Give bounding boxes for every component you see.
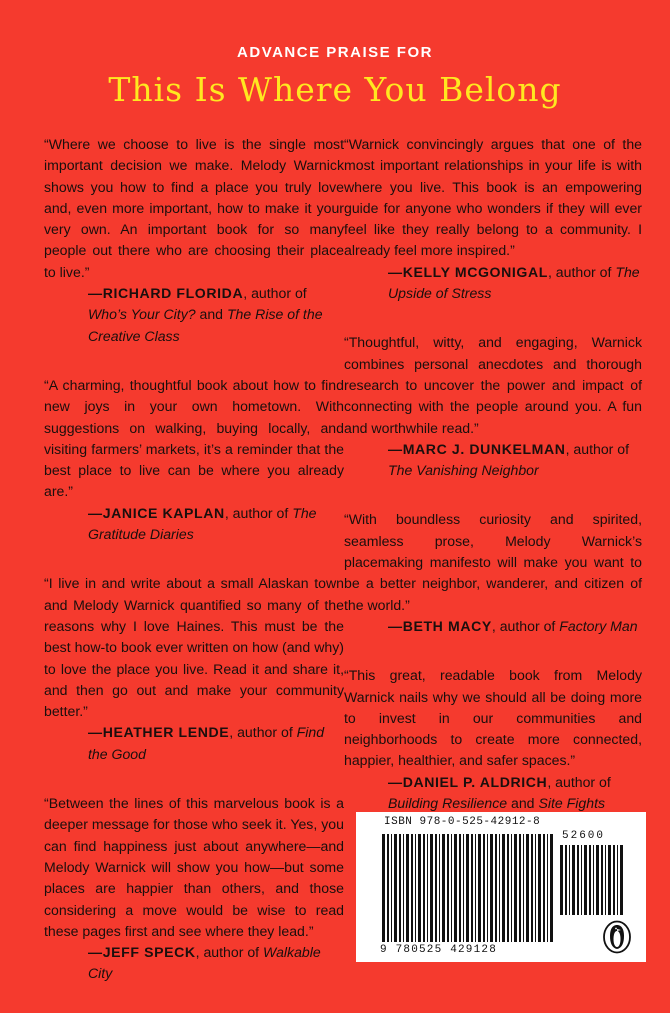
barcode-bar (435, 834, 437, 942)
barcode-bar (565, 845, 567, 915)
barcode-bar (391, 834, 392, 942)
barcode-bar (519, 834, 521, 942)
praise-attribution (344, 616, 642, 637)
barcode-bar (406, 834, 409, 942)
praise-attribution (44, 503, 344, 546)
barcode-panel (356, 812, 646, 962)
barcode-bar (572, 845, 575, 915)
barcode-bar (427, 834, 428, 942)
barcode-bar (511, 834, 512, 942)
praise-blurb (44, 573, 344, 765)
isbn-label: ISBN 978-0-525-42912-8 (384, 816, 541, 828)
barcode-bar (403, 834, 404, 942)
praise-work: Factory Man (559, 617, 638, 634)
barcode-bar (430, 834, 433, 942)
praise-quote: “Between the lines of this marvelous book is a deeper message for those who seek it. Yes, you can find happiness just about anywhere—and Melody Warnick will show you how—but some places are happier than others, and those considering a move would be wise to read these pages first and see where they lead.” (44, 795, 344, 939)
praise-blurb (344, 509, 642, 637)
praise-attribution (344, 772, 642, 815)
barcode-bar (442, 834, 445, 942)
barcode-bar (439, 834, 440, 942)
praise-quote: “With boundless curiosity and spirited, seamless prose, Melody Warnick’s placemaking manifesto will make you want to be a better neighbor, wanderer, and citizen of the world.” (344, 511, 642, 613)
barcode-bar (399, 834, 401, 942)
barcode-bar (382, 834, 385, 942)
praise-quote: “Warnick convincingly argues that one of the most important relationships in your life is with where you live. This book is an empowering guide for anyone who wonders if they will ever feel like they really belong to a community. I already feel more inspired.” (344, 136, 642, 259)
praise-role: , author of (547, 263, 616, 280)
barcode-bar (584, 845, 587, 915)
barcode-bar (423, 834, 425, 942)
praise-author: —MARC J. DUNKELMAN (388, 440, 566, 457)
barcode-bar (593, 845, 594, 915)
barcode-bar (581, 845, 582, 915)
praise-blurb (344, 332, 642, 481)
price-barcode (560, 845, 626, 915)
praise-author: —DANIEL P. ALDRICH (388, 773, 548, 790)
book-title: This Is Where You Belong (108, 70, 562, 109)
barcode-bar (617, 845, 618, 915)
barcode-bar (601, 845, 603, 915)
barcode-bar (560, 845, 563, 915)
left-praise-column (44, 134, 344, 1013)
barcode-bar (507, 834, 509, 942)
praise-quote: “Thoughtful, witty, and engaging, Warnick combines personal anecdotes and thorough research to uncover the power and impact of connecting with the people around you. A fun and worthwhile read.” (344, 334, 642, 436)
barcode-bar (620, 845, 623, 915)
barcode-bar (523, 834, 524, 942)
praise-work: Building Resilience (388, 795, 508, 812)
praise-author: —HEATHER LENDE (88, 724, 230, 741)
barcode-bar (495, 834, 497, 942)
barcode-bar (577, 845, 579, 915)
header-kicker: ADVANCE PRAISE FOR (237, 44, 433, 61)
barcode-bar (475, 834, 476, 942)
praise-author: —RICHARD FLORIDA (88, 285, 244, 302)
praise-role: , author of (195, 944, 264, 961)
barcode-bar (394, 834, 397, 942)
barcode-bar (471, 834, 473, 942)
praise-work: Walkable City (88, 944, 321, 982)
barcode-bar (605, 845, 606, 915)
praise-blurb (344, 665, 642, 814)
penguin-logo-icon (602, 920, 632, 954)
praise-role: , author of (224, 504, 293, 521)
praise-work: The Gratitude Diaries (88, 504, 317, 543)
praise-work: Who’s Your City? (88, 306, 196, 323)
praise-quote: “I live in and write about a small Alaskan town and Melody Warnick quantified so many of the reasons why I love Haines. This must be the best how-to book ever written on how (and why) to love the place you live. Read it and share it, and then go out and make your community better.” (44, 575, 344, 720)
barcode-bar (490, 834, 493, 942)
praise-role: , author of (491, 617, 560, 634)
praise-author: —JEFF SPECK (88, 944, 196, 961)
barcode-bar (514, 834, 517, 942)
barcode-bar (418, 834, 421, 942)
barcode-bar (531, 834, 533, 942)
barcode-bar (459, 834, 461, 942)
barcode-bar (447, 834, 449, 942)
praise-blurb (44, 134, 344, 347)
praise-author: —KELLY MCGONIGAL (388, 263, 548, 280)
barcode-bar (543, 834, 545, 942)
barcode-bar (483, 834, 485, 942)
praise-attribution (344, 439, 642, 482)
praise-work: The Vanishing Neighbor (388, 462, 539, 479)
isbn-barcode (382, 834, 554, 942)
praise-author: —JANICE KAPLAN (88, 504, 225, 521)
barcode-digits: 9 780525 429128 (380, 944, 498, 956)
praise-attribution (344, 262, 642, 305)
praise-role: , author of (565, 440, 630, 457)
praise-attribution (44, 722, 344, 765)
barcode-bar (478, 834, 481, 942)
barcode-bar (538, 834, 541, 942)
barcode-bar (550, 834, 553, 942)
barcode-bar (387, 834, 389, 942)
praise-blurb (44, 793, 344, 985)
praise-blurb (344, 134, 642, 304)
barcode-bar (487, 834, 488, 942)
right-praise-column (344, 134, 642, 842)
praise-attribution (44, 942, 344, 985)
barcode-bar (502, 834, 505, 942)
praise-work: Find the Good (88, 724, 325, 762)
praise-work-2: Site Fights (538, 795, 606, 812)
barcode-bar (596, 845, 599, 915)
praise-role: , author of (547, 773, 611, 790)
praise-work: The Upside of Stress (388, 263, 640, 302)
praise-attribution (44, 283, 344, 347)
praise-work-2: The Rise of the Creative Class (88, 306, 323, 344)
barcode-bar (499, 834, 500, 942)
praise-quote: “This great, readable book from Melody Warnick nails why we should all be doing more to invest in our communities and neighborhoods to create more connected, happier, healthier, and safer spaces.” (344, 667, 642, 769)
barcode-bar (454, 834, 457, 942)
praise-joiner: and (507, 795, 539, 812)
barcode-bar (535, 834, 536, 942)
barcode-bar (547, 834, 548, 942)
praise-quote: “Where we choose to live is the single most important decision we make. Melody Warnick shows you how to find a place you truly love and, even more important, how to make it your very own. An important book for so many people out there who are choosing their place to live.” (44, 136, 344, 280)
barcode-bar (463, 834, 464, 942)
praise-joiner: and (195, 306, 227, 323)
barcode-bar (411, 834, 413, 942)
barcode-bar (613, 845, 615, 915)
praise-author: —BETH MACY (388, 617, 492, 634)
barcode-bar (589, 845, 591, 915)
barcode-bar (466, 834, 469, 942)
price-code: 52600 (562, 830, 606, 842)
barcode-bar (526, 834, 529, 942)
praise-role: , author of (229, 724, 297, 741)
praise-blurb (44, 375, 344, 545)
praise-role: , author of (243, 285, 307, 302)
barcode-bar (415, 834, 416, 942)
praise-quote: “A charming, thoughtful book about how to find new joys in your own hometown. With suggestions on walking, buying locally, and visiting farmers’ markets, it’s a reminder that the best place to live can be where you already are.” (44, 376, 344, 500)
barcode-bar (569, 845, 570, 915)
barcode-bar (608, 845, 611, 915)
barcode-bar (451, 834, 452, 942)
